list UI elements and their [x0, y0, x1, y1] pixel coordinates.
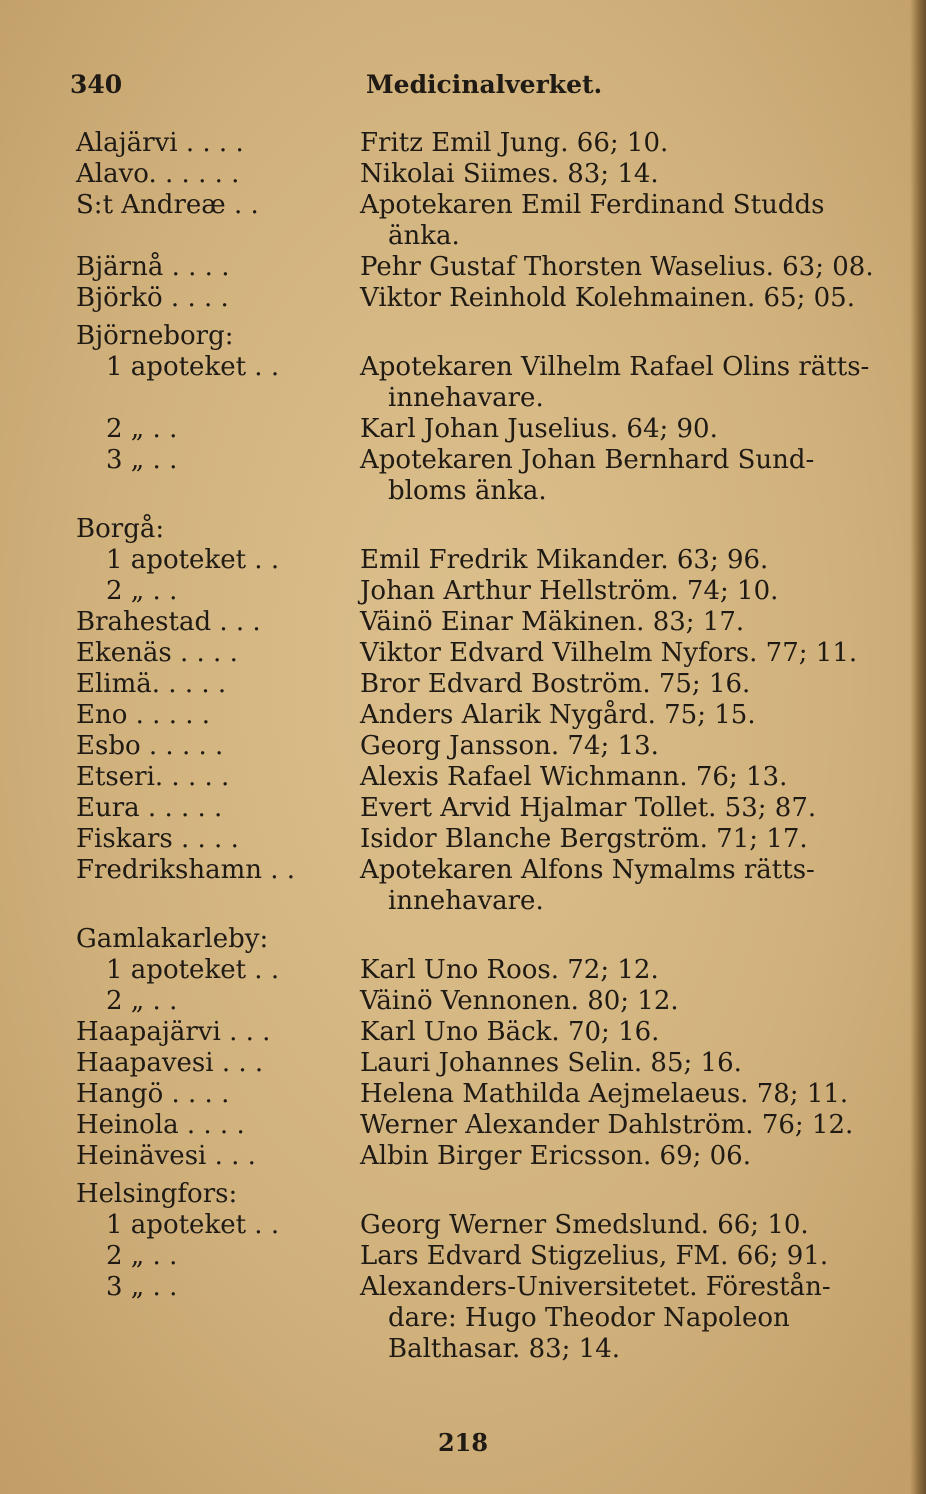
- pharmacist-entry: Pehr Gustaf Thorsten Waselius. 63; 08.: [360, 252, 874, 282]
- town-heading: Borgå:: [76, 514, 165, 544]
- pharmacy-number: 2 „ . .: [106, 1241, 178, 1271]
- list-item: [0, 955, 926, 986]
- pharmacist-entry: Alexanders-Universitetet. Förestån- dare: Hugo Theodor Napoleon Balthasar. 83; 14.: [360, 1272, 831, 1364]
- list-item: [0, 731, 926, 762]
- list-item: [0, 669, 926, 700]
- place-name: Eno . . . . .: [76, 700, 211, 730]
- place-name: Haapavesi . . .: [76, 1048, 264, 1078]
- list-item: [0, 700, 926, 731]
- pharmacy-number: 3 „ . .: [106, 445, 178, 475]
- pharmacist-entry: Isidor Blanche Bergström. 71; 17.: [360, 824, 808, 854]
- place-name: Bjärnå . . . .: [76, 252, 230, 282]
- place-name: Eura . . . . .: [76, 793, 223, 823]
- pharmacist-entry: Apotekaren Johan Bernhard Sund- bloms änka.: [360, 445, 815, 506]
- list-item: [0, 283, 926, 314]
- pharmacist-entry: Viktor Edvard Vilhelm Nyfors. 77; 11.: [360, 638, 858, 668]
- town-heading: Helsingfors:: [76, 1179, 238, 1209]
- pharmacist-entry: Karl Uno Bäck. 70; 16.: [360, 1017, 660, 1047]
- list-item: [0, 1048, 926, 1079]
- pharmacist-entry: Anders Alarik Nygård. 75; 15.: [360, 700, 756, 730]
- list-item: [0, 1210, 926, 1241]
- place-name: Fiskars . . . .: [76, 824, 239, 854]
- pharmacist-entry: Lars Edvard Stigzelius, FM. 66; 91.: [360, 1241, 829, 1271]
- list-item: [0, 986, 926, 1017]
- list-item: [0, 607, 926, 638]
- place-name: Heinävesi . . .: [76, 1141, 256, 1171]
- list-item: [0, 793, 926, 824]
- pharmacy-number: 3 „ . .: [106, 1272, 178, 1302]
- pharmacist-entry: Emil Fredrik Mikander. 63; 96.: [360, 545, 769, 575]
- place-name: Fredrikshamn . .: [76, 855, 296, 885]
- list-item: [0, 762, 926, 793]
- place-name: Haapajärvi . . .: [76, 1017, 271, 1047]
- list-item: [0, 824, 926, 855]
- pharmacy-number: 1 apoteket . .: [106, 955, 280, 985]
- town-heading: Gamlakarleby:: [76, 924, 269, 954]
- pharmacist-entry: Karl Uno Roos. 72; 12.: [360, 955, 659, 985]
- place-name: Heinola . . . .: [76, 1110, 245, 1140]
- list-item: [0, 855, 926, 917]
- pharmacist-entry: Alexis Rafael Wichmann. 76; 13.: [360, 762, 788, 792]
- pharmacist-entry: Apotekaren Vilhelm Rafael Olins rätts- innehavare.: [360, 352, 870, 413]
- list-item: [0, 190, 926, 252]
- page-header: [70, 70, 866, 104]
- pharmacy-number: 1 apoteket . .: [106, 1210, 280, 1240]
- pharmacist-entry: Viktor Reinhold Kolehmainen. 65; 05.: [360, 283, 855, 313]
- pharmacist-entry: Väinö Einar Mäkinen. 83; 17.: [360, 607, 745, 637]
- list-item: [0, 1110, 926, 1141]
- pharmacist-entry: Bror Edvard Boström. 75; 16.: [360, 669, 751, 699]
- list-item: [0, 352, 926, 414]
- pharmacy-number: 2 „ . .: [106, 414, 178, 444]
- page-number: 340: [70, 70, 123, 99]
- list-item: [0, 638, 926, 669]
- place-name: Hangö . . . .: [76, 1079, 230, 1109]
- pharmacy-number: 2 „ . .: [106, 576, 178, 606]
- town-heading: Björneborg:: [76, 321, 234, 351]
- pharmacy-number: 1 apoteket . .: [106, 545, 280, 575]
- list-item: [0, 445, 926, 507]
- signature-mark: 218: [437, 1428, 489, 1457]
- pharmacist-entry: Werner Alexander Dahlström. 76; 12.: [360, 1110, 854, 1140]
- list-item: [0, 159, 926, 190]
- pharmacist-entry: Fritz Emil Jung. 66; 10.: [360, 128, 669, 158]
- place-name: Björkö . . . .: [76, 283, 229, 313]
- pharmacist-entry: Nikolai Siimes. 83; 14.: [360, 159, 659, 189]
- running-title: Medicinalverket.: [366, 70, 603, 99]
- pharmacist-entry: Johan Arthur Hellström. 74; 10.: [360, 576, 779, 606]
- pharmacist-entry: Evert Arvid Hjalmar Tollet. 53; 87.: [360, 793, 817, 823]
- list-item: [0, 1272, 926, 1365]
- place-name: Esbo . . . . .: [76, 731, 224, 761]
- pharmacy-number: 1 apoteket . .: [106, 352, 280, 382]
- list-item: [0, 576, 926, 607]
- place-name: Brahestad . . .: [76, 607, 261, 637]
- pharmacist-entry: Georg Werner Smedslund. 66; 10.: [360, 1210, 809, 1240]
- place-name: Alavo. . . . . .: [76, 159, 240, 189]
- pharmacist-entry: Albin Birger Ericsson. 69; 06.: [360, 1141, 751, 1171]
- place-name: Ekenäs . . . .: [76, 638, 238, 668]
- place-name: Alajärvi . . . .: [76, 128, 244, 158]
- list-item: [0, 1017, 926, 1048]
- list-item: [0, 545, 926, 576]
- pharmacy-number: 2 „ . .: [106, 986, 178, 1016]
- pharmacist-entry: Georg Jansson. 74; 13.: [360, 731, 659, 761]
- pharmacist-entry: Apotekaren Alfons Nymalms rätts- innehavare.: [360, 855, 815, 916]
- list-item: [0, 1141, 926, 1172]
- list-item: [0, 414, 926, 445]
- pharmacy-list: [0, 128, 926, 1365]
- pharmacist-entry: Apotekaren Emil Ferdinand Studds änka.: [360, 190, 825, 251]
- list-item: [0, 1079, 926, 1110]
- list-item: [0, 1241, 926, 1272]
- pharmacist-entry: Väinö Vennonen. 80; 12.: [360, 986, 679, 1016]
- place-name: Etseri. . . . .: [76, 762, 230, 792]
- pharmacist-entry: Helena Mathilda Aejmelaeus. 78; 11.: [360, 1079, 849, 1109]
- list-item: [0, 252, 926, 283]
- pharmacist-entry: Karl Johan Juselius. 64; 90.: [360, 414, 718, 444]
- place-name: S:t Andreæ . .: [76, 190, 259, 220]
- list-item: [0, 128, 926, 159]
- pharmacist-entry: Lauri Johannes Selin. 85; 16.: [360, 1048, 742, 1078]
- place-name: Elimä. . . . .: [76, 669, 227, 699]
